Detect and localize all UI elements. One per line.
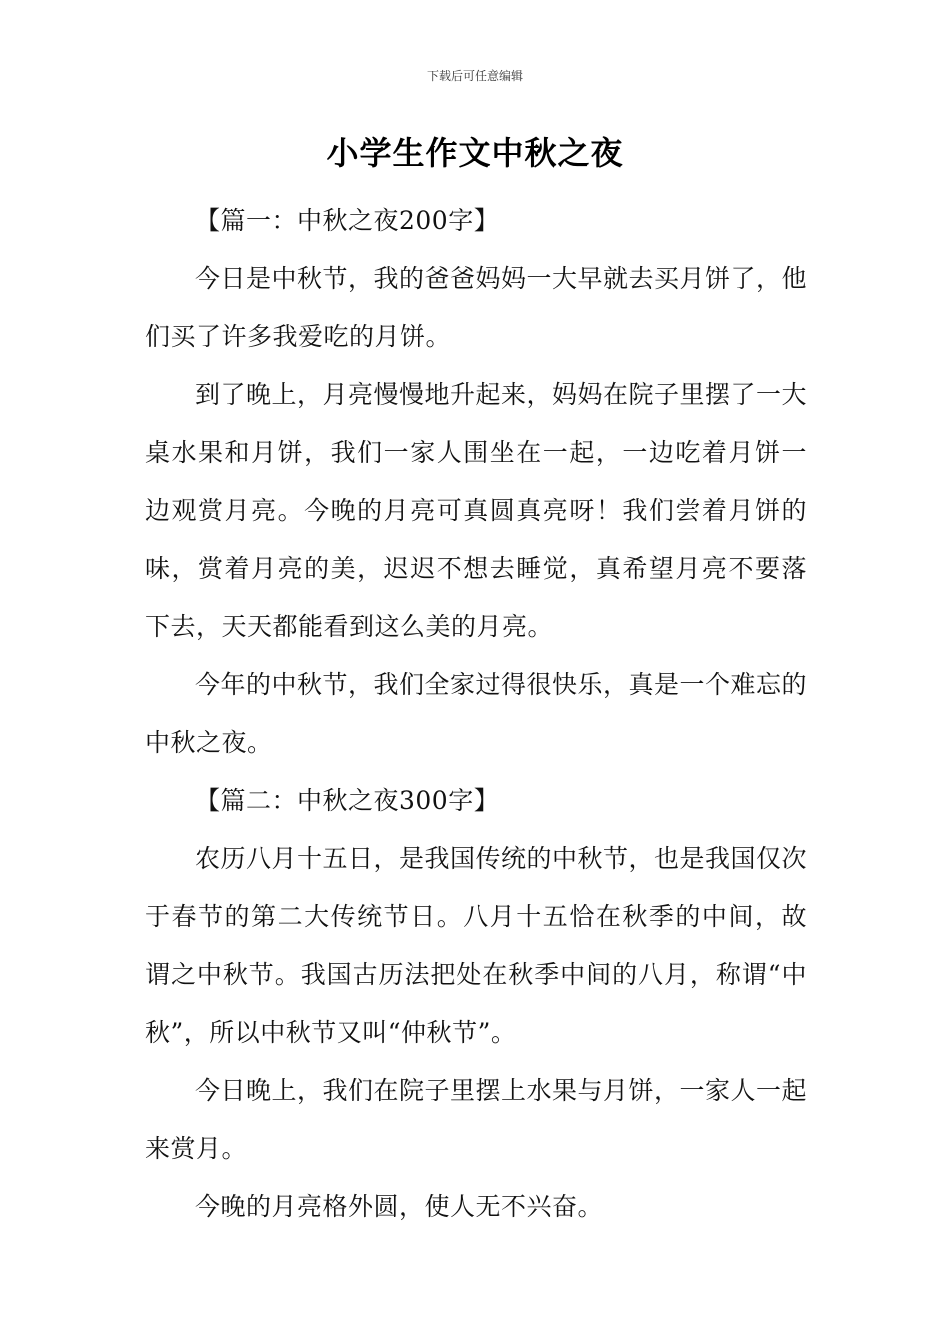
document-title: 小学生作文中秋之夜	[326, 134, 624, 172]
section-heading-1: 【篇一：中秋之夜200字】	[195, 206, 500, 235]
paragraph: 今日晚上，我们在院子里摆上水果与月饼，一家人一起来赏月。	[145, 1076, 808, 1163]
header-note: 下载后可任意编辑	[426, 69, 523, 83]
essay-body	[145, 192, 807, 1236]
paragraph: 今日是中秋节，我的爸爸妈妈一大早就去买月饼了，他们买了许多我爱吃的月饼。	[145, 264, 808, 351]
paragraph: 到了晚上，月亮慢慢地升起来，妈妈在院子里摆了一大桌水果和月饼，我们一家人围坐在一起，一边吃着月饼一边观赏月亮。今晚的月亮可真圆真亮呀！我们尝着月饼的味，赏着月亮的美，迟迟不想去睡觉，真希望月亮不要落下去，天天都能看到这么美的月亮。	[145, 380, 808, 641]
paragraph: 今晚的月亮格外圆，使人无不兴奋。	[195, 1192, 604, 1221]
paragraph: 今年的中秋节，我们全家过得很快乐，真是一个难忘的中秋之夜。	[145, 670, 808, 757]
section-heading-2: 【篇二：中秋之夜300字】	[195, 786, 500, 815]
paragraph: 农历八月十五日，是我国传统的中秋节，也是我国仅次于春节的第二大传统节日。八月十五恰在秋季的中间，故谓之中秋节。我国古历法把处在秋季中间的八月，称谓“中秋”，所以中秋节又叫“仲秋节”。	[145, 844, 808, 1047]
